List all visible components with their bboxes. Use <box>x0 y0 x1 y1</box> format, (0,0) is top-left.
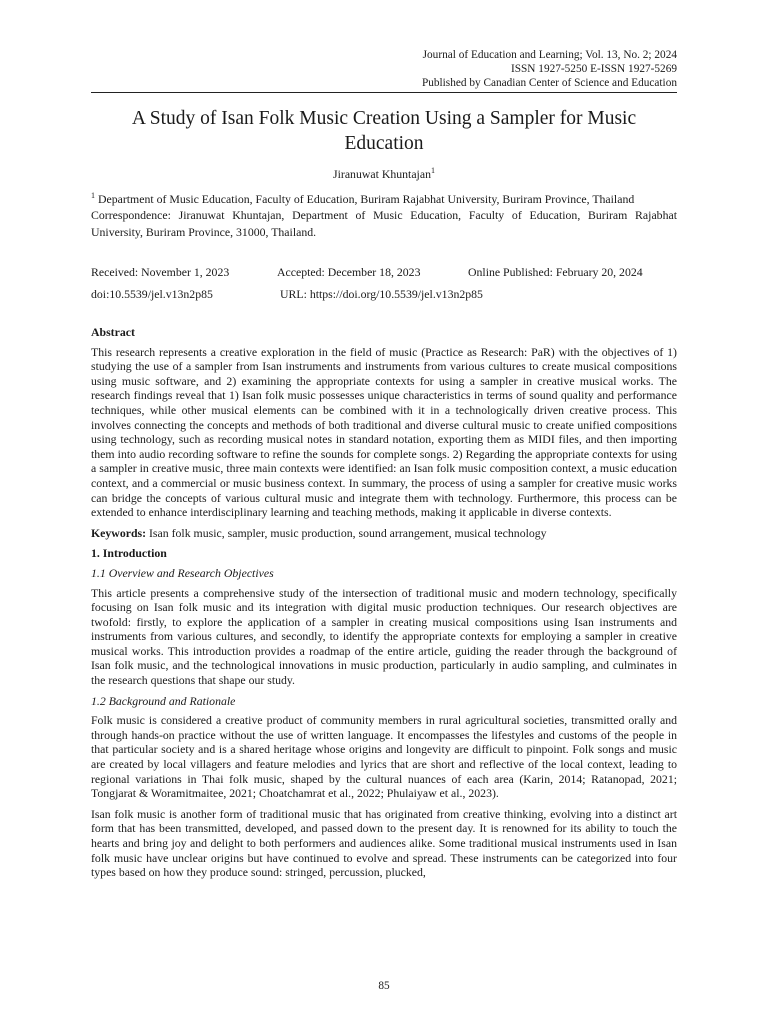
journal-publisher: Published by Canadian Center of Science and Education <box>421 77 677 89</box>
accepted-date: Accepted: December 18, 2023 <box>277 265 421 279</box>
affiliation-marker: 1 <box>91 191 95 200</box>
subsection-heading-background: 1.2 Background and Rationale <box>91 693 236 708</box>
subsection-heading-overview: 1.1 Overview and Research Objectives <box>91 565 274 580</box>
section-heading-introduction: 1. Introduction <box>91 546 167 561</box>
keywords-text: Isan folk music, sampler, music production, sound arrangement, musical technology <box>146 525 547 540</box>
doi-url-link[interactable]: URL: https://doi.org/10.5539/jel.v13n2p85 <box>280 287 483 301</box>
correspondence: Correspondence: Jiranuwat Khuntajan, Department of Music Education, Faculty of Education, Buriram Rajabhat University, Buriram Province, 31000, Thailand. <box>91 208 677 239</box>
intro-paragraph-1: This article presents a comprehensive study of the intersection of traditional music and modern technology, specifically focusing on Isan folk music and its integration with digital music production techniques. Our research objectives are twofold: firstly, to explore the application of a sampler in creating musical compositions using Isan instruments and instruments from various cultures, and secondly, to identify the appropriate contexts for employing a sampler in creative musical works. This introduction provides a roadmap of the entire article, guiding the reader through the background of Isan folk music, and the technological innovations in music production, particularly in audio sampling, and culminates in the research questions that shape our study. <box>91 585 677 688</box>
header-rule <box>91 92 677 93</box>
journal-issn: ISSN 1927-5250 E-ISSN 1927-5269 <box>510 63 677 75</box>
keywords <box>91 526 677 541</box>
paper-title: A Study of Isan Folk Music Creation Using a Sampler for Music Education <box>131 108 637 154</box>
journal-header <box>422 48 677 90</box>
received-date: Received: November 1, 2023 <box>91 265 230 279</box>
affiliation-text: Department of Music Education, Faculty of Education, Buriram Rajabhat University, Buriram Province, Thailand <box>95 191 635 206</box>
journal-citation: Journal of Education and Learning; Vol. 13, No. 2; 2024 <box>422 49 677 61</box>
abstract-heading: Abstract <box>91 325 135 339</box>
intro-paragraph-2: Folk music is considered a creative product of community members in rural agricultural societies, transmitted orally and through hands-on practice without the use of written language. It encompasses the lifestyles and customs of the people in that particular society and is a shared heritage whose origins and longevity are difficult to pinpoint. Folk songs and music are created by local villagers and feature melodies and lyrics that are short and reflective of the local context, leading to regional variations in Thai folk music, shaped by the cultural nuances of each area (Karin, 2014; Ratanopad, 2021; Tongjarat & Woramitmaitee, 2021; Choatchamrat et al., 2022; Phulaiyaw et al., 2023). <box>91 713 677 801</box>
published-date: Online Published: February 20, 2024 <box>468 265 643 279</box>
intro-paragraph-3: Isan folk music is another form of traditional music that has originated from creative thinking, evolving into a distinct art form that has been transmitted, developed, and passed down to the present day. It is renowned for its ability to touch the hearts and bring joy and delight to both performers and audiences alike. Some traditional musical instruments used in Isan folk music have unclear origins but have continued to evolve and spread. These instruments can be categorized into four types based on how they produce sound: stringed, percussion, plucked, <box>91 806 677 880</box>
publication-dates <box>91 264 677 308</box>
affiliation <box>91 188 677 207</box>
author-line <box>0 166 768 182</box>
author-name: Jiranuwat Khuntajan <box>333 166 431 181</box>
abstract-text: This research represents a creative exploration in the field of music (Practice as Research: PaR) with the objectives of 1) studying the use of a sampler from Isan instruments and instruments from various cultures to create musical compositions using music software, and 2) examining the appropriate contexts for using a sampler in creative musical works. The research findings reveal that 1) Isan folk music possesses unique characteristics in terms of sound quality and performance techniques, while other musical elements can be combined with it in a technologically driven creative process. This involves connecting the concepts and methods of both traditional and diverse cultural music to create unified compositions using technology, such as recording musical notes in standard notation, exporting them as MIDI files, and then importing them into audio recording software to refine the sounds for complete songs. 2) Regarding the appropriate contexts for using a sampler in creative music, three main contexts were identified: an Isan folk music composition context, a music education context, and a commercial or music business context. In summary, the process of using a sampler for creative music works can bridge the concepts of various cultural music and integrate them with technology. Furthermore, this process can be extended to enhance interdisciplinary learning and teaching methods, making it applicable in diverse contexts. <box>91 344 677 520</box>
author-affil-marker: 1 <box>430 166 435 175</box>
article-body <box>91 325 677 886</box>
keywords-label: Keywords: <box>91 525 147 540</box>
doi: doi:10.5539/jel.v13n2p85 <box>91 287 213 301</box>
page-number: 85 <box>378 980 390 992</box>
